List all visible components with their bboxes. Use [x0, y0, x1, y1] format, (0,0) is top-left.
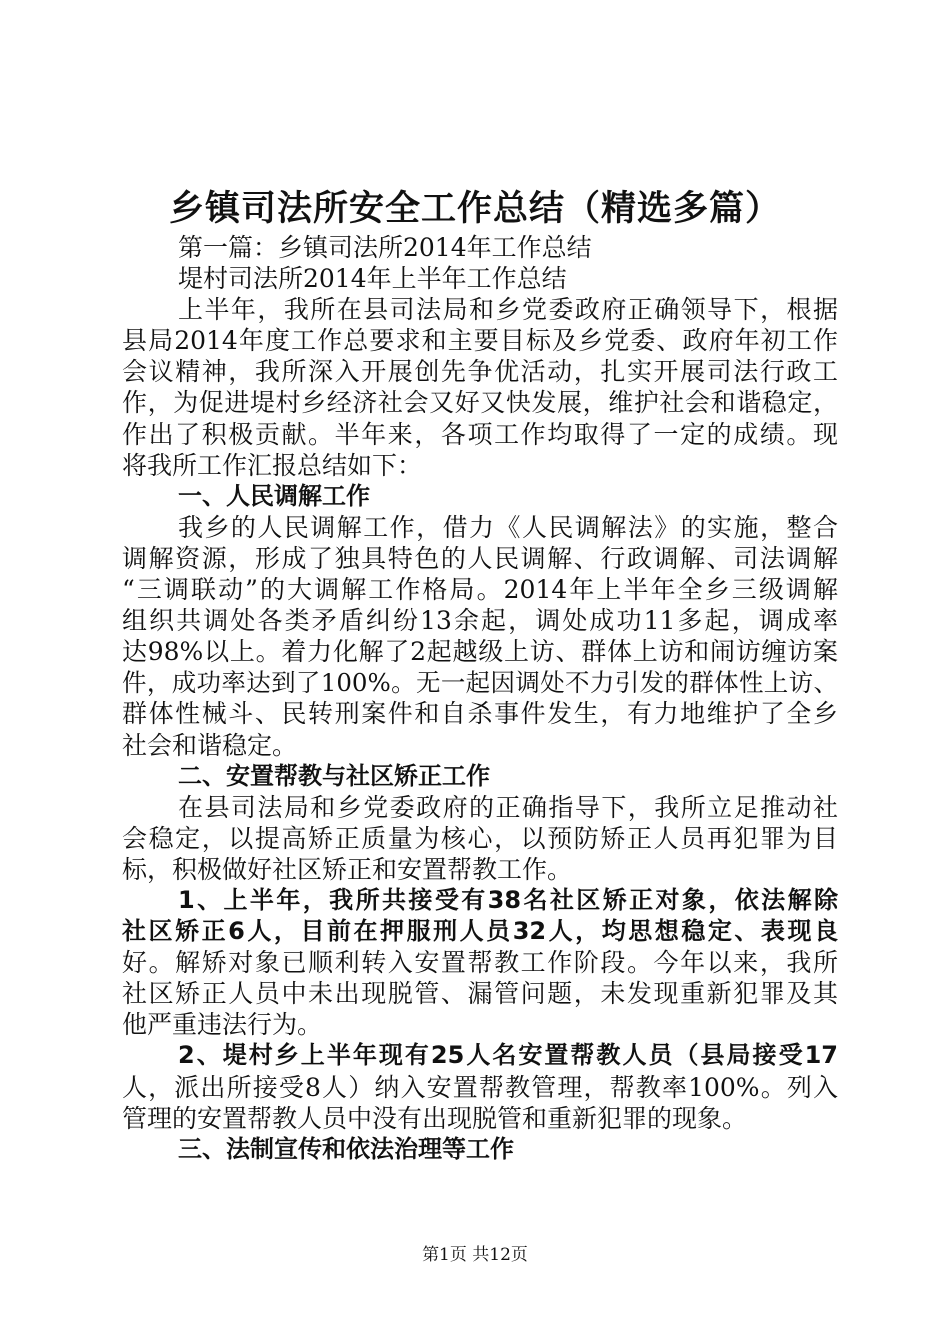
section-heading: 三、法制宣传和依法治理等工作 [178, 1134, 514, 1163]
document-body [122, 232, 838, 1165]
text-line: 会议精神，我所深入开展创先争优活动，扎实开展司法行政工 [122, 357, 838, 387]
text-line: 作，为促进堤村乡经济社会又好又快发展，维护社会和谐稳定， [122, 388, 838, 418]
text-line: 县局2014年度工作总要求和主要目标及乡党委、政府年初工作 [122, 326, 838, 356]
section-heading: 一、人民调解工作 [178, 481, 370, 510]
text-line: 1、上半年，我所共接受有38名社区矫正对象，依法解除 [178, 885, 838, 914]
text-line: 我乡的人民调解工作，借力《人民调解法》的实施，整合 [178, 512, 838, 542]
text-line: 社区矫正6人，目前在押服刑人员32人，均思想稳定、表现良 [122, 917, 838, 946]
text-line: 作出了积极贡献。半年来，各项工作均取得了一定的成绩。现 [122, 419, 838, 449]
text-line: 好。解矫对象已顺利转入安置帮教工作阶段。今年以来，我所 [122, 948, 838, 978]
text-line: 社会和谐稳定。 [122, 730, 298, 760]
text-line: 会稳定，以提高矫正质量为核心，以预防矫正人员再犯罪为目 [122, 823, 838, 853]
document-title: 乡镇司法所安全工作总结（精选多篇） [168, 189, 781, 229]
text-line: 将我所工作汇报总结如下： [122, 450, 423, 480]
text-line: 第一篇：乡镇司法所2014年工作总结 [178, 233, 592, 262]
text-line: 标，积极做好社区矫正和安置帮教工作。 [122, 854, 573, 884]
page-footer: 第1页 共12页 [422, 1245, 528, 1265]
text-line: 组织共调处各类矛盾纠纷13余起，调处成功11多起，调成率 [122, 606, 838, 636]
text-line: 件，成功率达到了100%。无一起因调处不力引发的群体性上访、 [122, 668, 838, 698]
text-line: “三调联动”的大调解工作格局。2014年上半年全乡三级调解 [122, 575, 838, 605]
text-line: 堤村司法所2014年上半年工作总结 [178, 264, 567, 294]
text-line: 管理的安置帮教人员中没有出现脱管和重新犯罪的现象。 [122, 1103, 748, 1133]
text-line: 上半年，我所在县司法局和乡党委政府正确领导下，根据 [178, 295, 838, 325]
text-line: 人，派出所接受8人）纳入安置帮教管理，帮教率100%。列入 [122, 1072, 838, 1102]
text-line: 群体性械斗、民转刑案件和自杀事件发生，有力地维护了全乡 [122, 699, 838, 729]
text-line: 社区矫正人员中未出现脱管、漏管问题，未发现重新犯罪及其 [122, 979, 838, 1009]
text-line: 在县司法局和乡党委政府的正确指导下，我所立足推动社 [178, 792, 838, 822]
text-line: 达98%以上。着力化解了2起越级上访、群体上访和闹访缠访案 [122, 637, 838, 667]
text-line: 2、堤村乡上半年现有25人名安置帮教人员（县局接受17 [178, 1041, 838, 1070]
text-line: 调解资源，形成了独具特色的人民调解、行政调解、司法调解 [122, 543, 838, 573]
section-heading: 二、安置帮教与社区矫正工作 [178, 761, 490, 790]
text-line: 他严重违法行为。 [122, 1010, 323, 1040]
